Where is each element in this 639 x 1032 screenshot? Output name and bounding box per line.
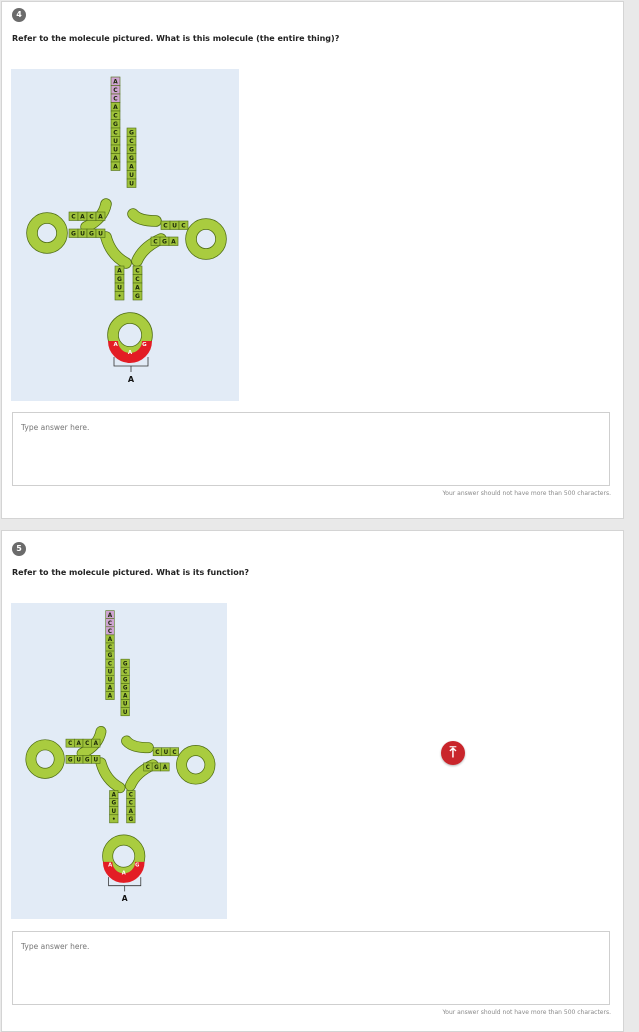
d-arm-bottom-base-label: U (80, 230, 85, 238)
acceptor-3prime-base-label: G (122, 677, 128, 684)
acceptor-3prime-base-label: G (122, 685, 128, 692)
d-arm-top-base-label: C (89, 213, 94, 221)
d-arm-top-base-label: C (68, 741, 73, 748)
question-prompt: Refer to the molecule pictured. What is this molecule (the entire thing)? (12, 34, 340, 43)
d-arm-bottom-base-label: G (67, 757, 73, 764)
question-number-badge: 5 (12, 542, 26, 556)
acceptor-5prime-base-label: C (113, 112, 118, 120)
anticodon-base: A (108, 862, 113, 869)
acceptor-3prime-base-label: C (123, 669, 128, 676)
question-card-5 (1, 530, 624, 1032)
t-arm-bottom-base-label: A (171, 238, 176, 246)
anticodon-connector-left (106, 237, 126, 263)
acceptor-3prime-base-label: A (122, 693, 128, 700)
anticodon-stem-right-base-label: G (128, 816, 134, 823)
answer-textarea[interactable] (12, 412, 610, 486)
t-loop (191, 224, 221, 254)
acceptor-5prime-base-label: C (107, 661, 113, 668)
d-arm-bottom-base-label: G (84, 757, 90, 764)
acceptor-5prime-base-label: C (113, 86, 118, 94)
anticodon-stem-right-base-label: C (135, 267, 140, 275)
anticodon-stem-right-base-label: G (135, 292, 140, 300)
anticodon-stem-left-base-label: • (117, 292, 122, 300)
anticodon-stem-left-base-label: G (117, 275, 122, 283)
t-loop (182, 751, 210, 780)
acceptor-3prime-base-label: G (129, 154, 134, 162)
acceptor-5prime-base-label: A (113, 154, 118, 162)
anticodon-stem-right-base-label: A (135, 284, 140, 292)
trna-figure (11, 69, 239, 401)
anticodon-base: A (113, 342, 118, 349)
acceptor-5prime-base-label: U (107, 677, 113, 684)
trna-diagram (11, 603, 227, 919)
d-arm-bottom-base-label: G (89, 230, 94, 238)
t-arm-bottom-base-label: G (154, 765, 159, 772)
scroll-to-top-button[interactable] (441, 741, 465, 765)
t-arm-top-base-label: C (181, 222, 186, 230)
d-loop (32, 218, 62, 248)
t-arm-top-base-label: C (163, 222, 168, 230)
anticodon-stem-right-base-label: C (128, 800, 133, 807)
d-arm-top-base-label: A (80, 213, 85, 221)
acceptor-5prime-base-label: A (107, 612, 113, 619)
acceptor-5prime-base-label: C (113, 129, 118, 137)
acceptor-5prime-base-label: A (113, 78, 118, 86)
d-arm-top-base-label: A (98, 213, 103, 221)
question-prompt: Refer to the molecule pictured. What is its function? (12, 568, 250, 577)
acceptor-3prime-base-label: U (129, 180, 134, 188)
t-arm-bottom-base-label: A (162, 765, 168, 772)
anticodon-base: G (142, 342, 147, 349)
t-arm-top-base-label: C (172, 749, 177, 756)
d-arm-bottom-base-label: G (71, 230, 76, 238)
acceptor-3prime-base-label: C (129, 137, 134, 145)
question-card-4 (1, 1, 624, 519)
anticodon-connector-left (101, 763, 120, 788)
answer-textarea[interactable] (12, 931, 610, 1005)
acceptor-3prime-base-label: A (129, 163, 134, 171)
acceptor-5prime-base-label: U (113, 137, 118, 145)
acceptor-3prime-base-label: G (129, 146, 134, 154)
d-arm-top-base-label: A (93, 741, 98, 748)
acceptor-3prime-base-label: U (129, 171, 134, 179)
t-arm-top-base-label: U (163, 749, 169, 756)
anticodon-stem-left-base-label: • (111, 816, 116, 823)
anticodon-stem-right-base-label: A (128, 808, 134, 815)
acceptor-5prime-base-label: A (113, 103, 118, 111)
d-arm-bottom-base-label: U (76, 757, 82, 764)
acceptor-3prime-base-label: U (122, 701, 128, 708)
anticodon-stem-left-base-label: G (111, 800, 117, 807)
anticodon-stem-left-base-label: U (111, 808, 117, 815)
acceptor-5prime-base-label: A (107, 693, 113, 700)
t-arm-top-base-label: C (155, 749, 160, 756)
acceptor-5prime-base-label: U (107, 669, 113, 676)
acceptor-3prime-base-label: U (122, 709, 128, 716)
t-arm-connector (133, 214, 156, 221)
acceptor-3prime-base-label: G (122, 661, 128, 668)
character-limit-note: Your answer should not have more than 500 characters. (442, 1009, 611, 1016)
trna-diagram (11, 69, 239, 401)
d-loop (31, 745, 59, 774)
acceptor-5prime-base-label: C (107, 620, 113, 627)
d-arm-top-base-label: A (76, 741, 81, 748)
d-arm-top-base-label: C (71, 213, 76, 221)
d-arm-bottom-base-label: U (98, 230, 103, 238)
acceptor-5prime-base-label: G (107, 653, 113, 660)
d-arm-top-base-label: C (85, 741, 90, 748)
t-arm-bottom-base-label: C (145, 765, 150, 772)
t-arm-connector (127, 741, 149, 748)
acceptor-5prime-base-label: U (113, 146, 118, 154)
anticodon-base: G (135, 862, 140, 869)
acceptor-5prime-base-label: A (113, 163, 118, 171)
trna-figure (11, 603, 227, 919)
anticodon-stem-left-base-label: A (117, 267, 122, 275)
anticodon-base: A (127, 350, 133, 356)
acceptor-5prime-base-label: C (107, 628, 113, 635)
d-arm-bottom-base-label: U (93, 757, 99, 764)
t-arm-top-base-label: U (172, 222, 177, 230)
acceptor-5prime-base-label: G (113, 120, 118, 128)
anticodon-stem-left-base-label: U (117, 284, 122, 292)
acceptor-3prime-base-label: G (129, 129, 134, 137)
acceptor-5prime-base-label: A (107, 685, 113, 692)
anticodon-base: A (121, 870, 126, 877)
anticodon-label: A (121, 893, 128, 903)
t-arm-bottom-base-label: C (153, 238, 158, 246)
t-arm-bottom-base-label: G (162, 238, 167, 246)
question-number-badge: 4 (12, 8, 26, 22)
arrow-up-to-line-icon: ⤒ (449, 743, 457, 761)
anticodon-stem-right-base-label: C (135, 275, 140, 283)
acceptor-5prime-base-label: A (107, 637, 113, 644)
acceptor-5prime-base-label: C (107, 645, 113, 652)
anticodon-label: A (127, 375, 135, 384)
character-limit-note: Your answer should not have more than 500 characters. (442, 490, 611, 497)
anticodon-stem-right-base-label: C (128, 792, 133, 799)
acceptor-5prime-base-label: C (113, 95, 118, 103)
anticodon-stem-left-base-label: A (111, 792, 116, 799)
